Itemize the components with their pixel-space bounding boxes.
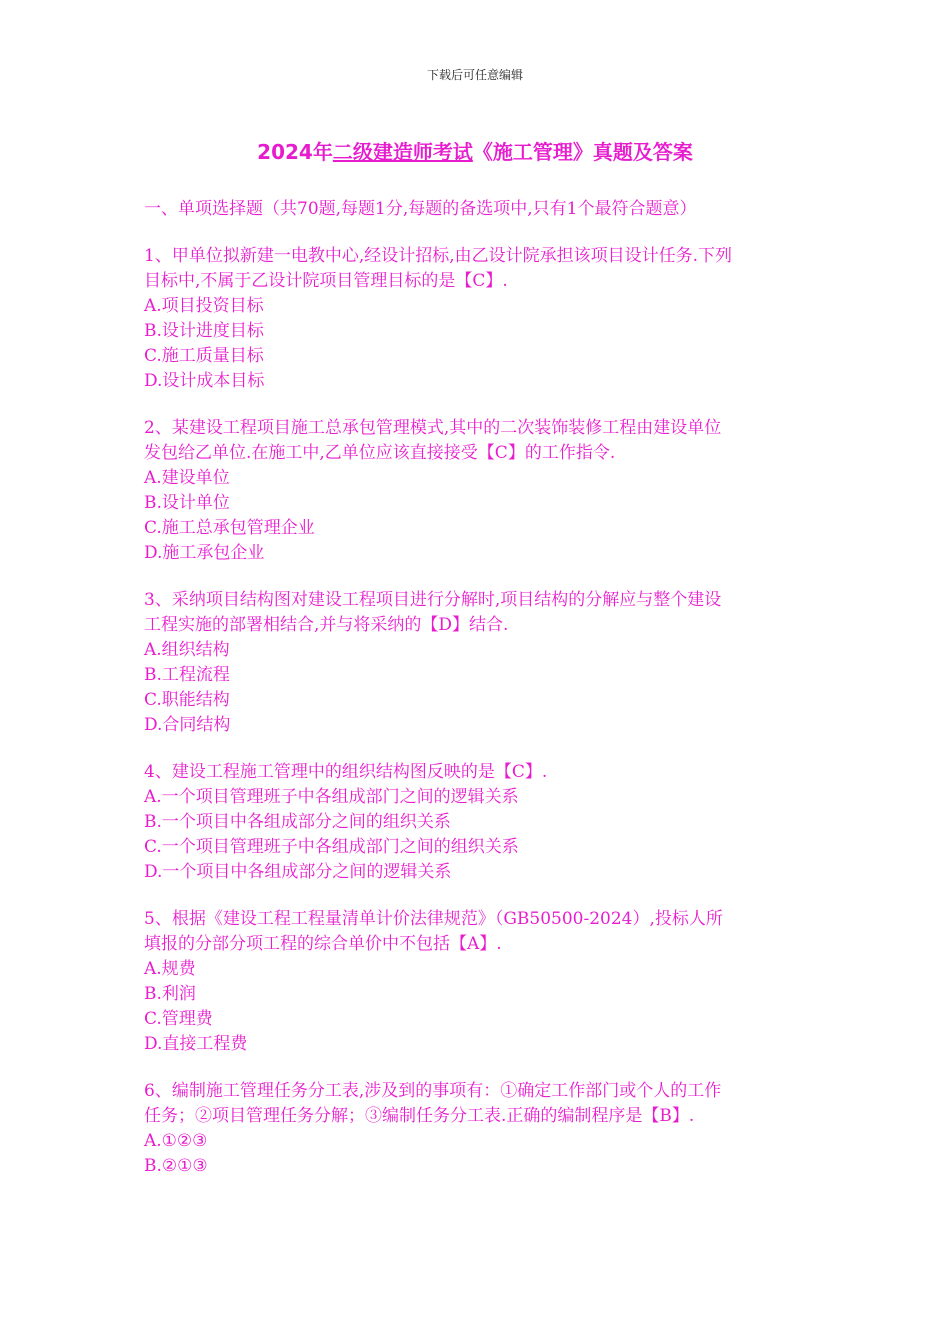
question-stem-line: 4、建设工程施工管理中的组织结构图反映的是【C】. [144, 762, 548, 782]
option-d: D.施工承包企业 [144, 543, 265, 563]
question-stem-line: 工程实施的部署相结合,并与将采纳的【D】结合. [144, 615, 509, 635]
title-prefix: 2024年 [257, 140, 333, 164]
option-b: B.一个项目中各组成部分之间的组织关系 [144, 812, 451, 832]
option-b: B.设计进度目标 [144, 321, 264, 341]
option-b: B.工程流程 [144, 665, 230, 685]
question-3 [144, 588, 824, 738]
question-stem-line: 填报的分部分项工程的综合单价中不包括【A】. [144, 934, 502, 954]
question-stem-line: 1、甲单位拟新建一电教中心,经设计招标,由乙设计院承担该项目设计任务.下列 [144, 246, 733, 266]
section-heading: 一、单项选择题（共70题,每题1分,每题的备选项中,只有1个最符合题意） [144, 199, 697, 219]
option-d: D.设计成本目标 [144, 371, 265, 391]
title-underlined: 二级建造师考试 [332, 140, 473, 164]
option-d: D.一个项目中各组成部分之间的逻辑关系 [144, 862, 452, 882]
question-6 [144, 1079, 824, 1179]
title-suffix: 《施工管理》真题及答案 [472, 140, 693, 164]
question-stem-line: 任务；②项目管理任务分解；③编制任务分工表.正确的编制程序是【B】. [144, 1106, 695, 1126]
option-c: C.管理费 [144, 1009, 213, 1029]
option-b: B.设计单位 [144, 493, 230, 513]
option-a: A.①②③ [144, 1131, 208, 1151]
question-4 [144, 760, 824, 885]
document-body [144, 197, 824, 1201]
document-title [0, 136, 950, 165]
question-2 [144, 416, 824, 566]
option-c: C.职能结构 [144, 690, 230, 710]
option-a: A.规费 [144, 959, 196, 979]
option-a: A.建设单位 [144, 468, 230, 488]
question-stem-line: 发包给乙单位.在施工中,乙单位应该直接接受【C】的工作指令. [144, 443, 616, 463]
question-stem-line: 目标中,不属于乙设计院项目管理目标的是【C】. [144, 271, 508, 291]
option-c: C.施工质量目标 [144, 346, 264, 366]
option-d: D.直接工程费 [144, 1034, 248, 1054]
question-5 [144, 907, 824, 1057]
header-note: 下载后可任意编辑 [426, 68, 523, 82]
option-b: B.利润 [144, 984, 196, 1004]
question-stem-line: 5、根据《建设工程工程量清单计价法律规范》（GB50500-2024）,投标人所 [144, 909, 723, 929]
option-c: C.一个项目管理班子中各组成部门之间的组织关系 [144, 837, 519, 857]
option-a: A.项目投资目标 [144, 296, 264, 316]
option-a: A.一个项目管理班子中各组成部门之间的逻辑关系 [144, 787, 519, 807]
option-b: B.②①③ [144, 1156, 208, 1176]
question-1 [144, 244, 824, 394]
option-a: A.组织结构 [144, 640, 230, 660]
question-stem-line: 3、采纳项目结构图对建设工程项目进行分解时,项目结构的分解应与整个建设 [144, 590, 722, 610]
option-c: C.施工总承包管理企业 [144, 518, 315, 538]
question-stem-line: 2、某建设工程项目施工总承包管理模式,其中的二次装饰装修工程由建设单位 [144, 418, 722, 438]
option-d: D.合同结构 [144, 715, 231, 735]
question-stem-line: 6、编制施工管理任务分工表,涉及到的事项有：①确定工作部门或个人的工作 [144, 1081, 722, 1101]
